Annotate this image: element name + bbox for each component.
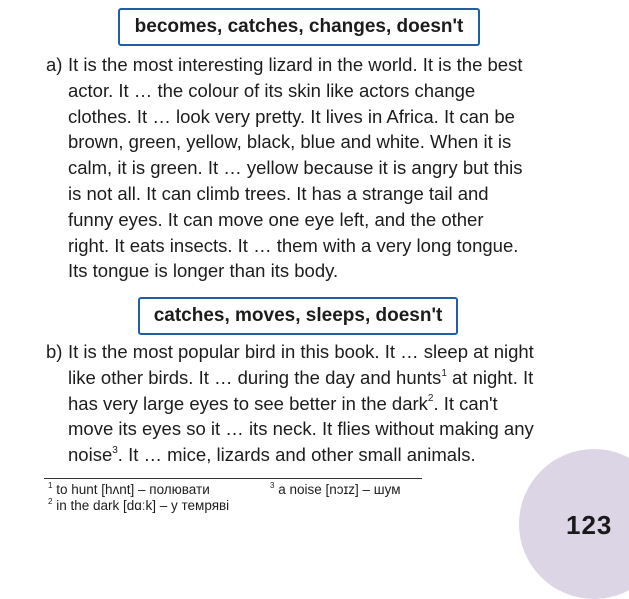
footnote-text: a noise [nɔɪz] – шум: [274, 482, 401, 497]
footnote-number: 3: [270, 480, 275, 490]
text-line: brown, green, yellow, black, blue and white. When it is: [68, 131, 512, 153]
text-line: actor. It … the colour of its skin like actors change: [68, 79, 476, 101]
text-line: clothes. It … look very pretty. It lives in Africa. It can be: [68, 105, 515, 127]
exercise-a: [46, 52, 606, 284]
footnote-ref: 2: [427, 393, 434, 405]
text-line: calm, it is green. It … yellow because it is angry but this: [68, 157, 523, 179]
footnote-3: [270, 482, 401, 498]
footnote-divider: [44, 478, 422, 479]
text-line: It is the most interesting lizard in the world. It is the best: [68, 54, 523, 75]
text-segment: like other birds. It … during the day and hunts: [68, 366, 442, 388]
text-segment: at night. It: [446, 366, 534, 388]
footnote-text: to hunt [hʌnt] – полювати: [52, 482, 210, 497]
text-segment: has very large eyes to see better in the dark: [68, 392, 428, 414]
footnote-ref: 1: [441, 367, 447, 379]
footnote-number: 2: [48, 496, 53, 506]
text-line: is not all. It can climb trees. It has a strange tail and: [68, 182, 489, 204]
text-line: right. It eats insects. It … them with a very long tongue.: [68, 234, 519, 256]
text-segment: noise: [68, 444, 113, 466]
footnote-1: [48, 482, 210, 498]
exercise-b: [46, 339, 606, 468]
footnote-2: [48, 498, 229, 514]
footnote-number: 1: [48, 480, 53, 490]
text-line: funny eyes. It can move one eye left, and the other: [68, 208, 484, 230]
text-line: move its eyes so it … its neck. It flies without making any: [68, 418, 534, 440]
exercise-a-letter: a): [46, 54, 63, 75]
text-line: [68, 391, 606, 417]
page-number: 123: [566, 510, 613, 540]
footnote-text: in the dark [dɑːk] – у темряві: [52, 498, 230, 513]
word-box-a: becomes, catches, changes, doesn't: [118, 8, 480, 46]
exercise-b-letter: b): [46, 341, 63, 362]
text-line: [68, 365, 606, 391]
text-line: [68, 442, 606, 468]
footnote-ref: 3: [112, 445, 118, 457]
text-line: Its tongue is longer than its body.: [68, 260, 339, 282]
text-line: It is the most popular bird in this book. It … sleep at night: [68, 341, 534, 362]
word-box-b: catches, moves, sleeps, doesn't: [138, 297, 458, 335]
text-segment: . It … mice, lizards and other small animals.: [117, 444, 476, 466]
text-segment: . It can't: [433, 392, 498, 414]
